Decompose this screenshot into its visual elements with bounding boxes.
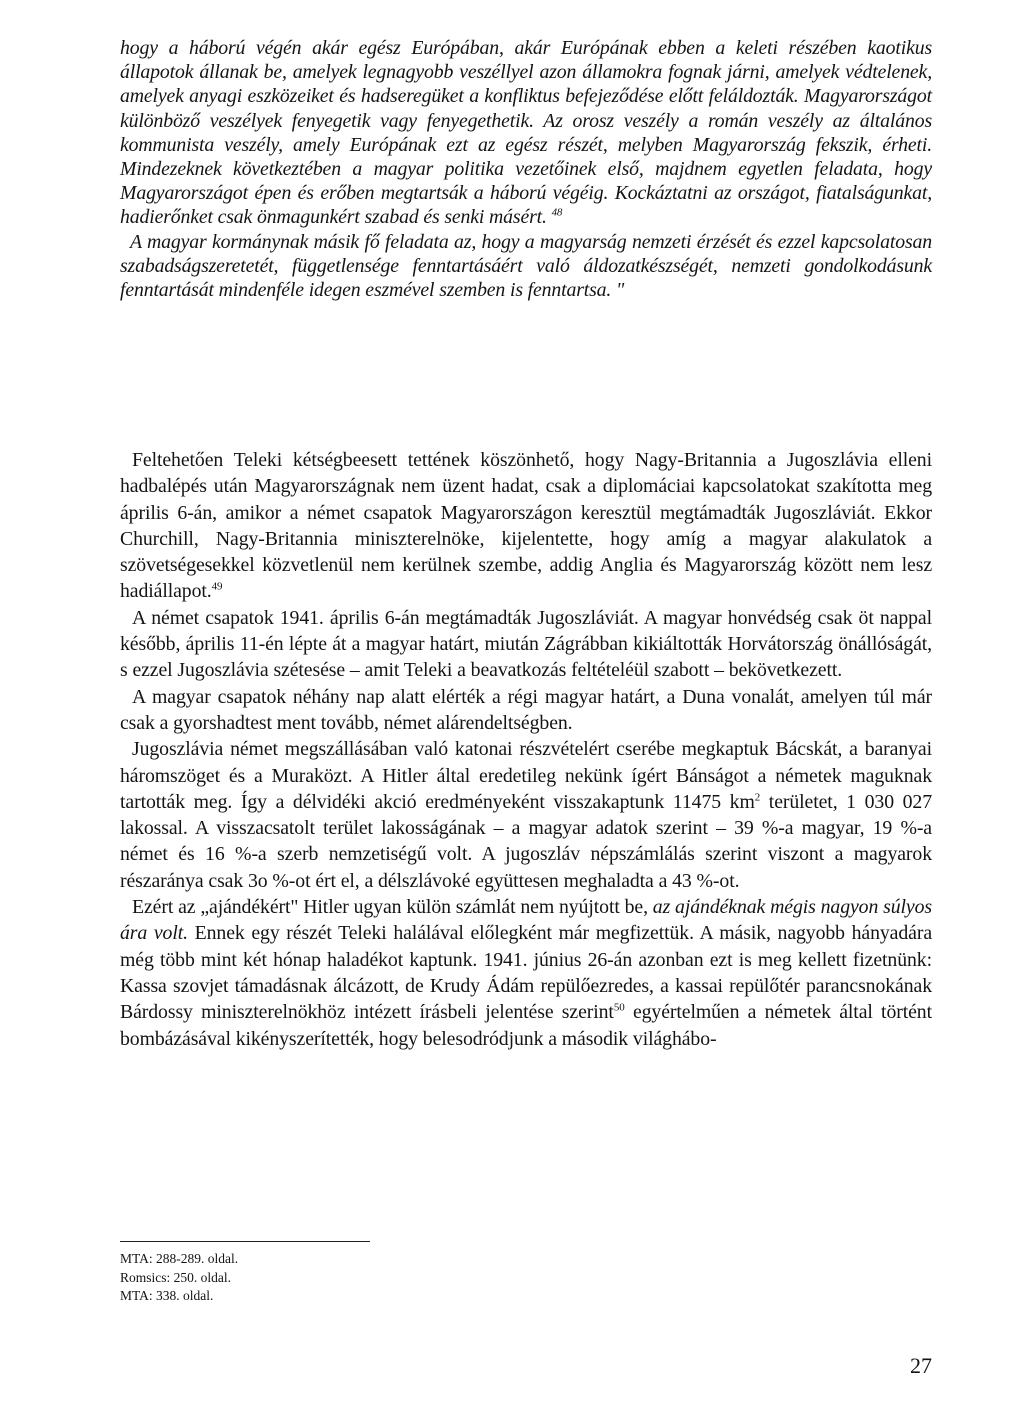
body-paragraph-1: Feltehetően Teleki kétségbeesett tettének köszönhető, hogy Nagy-Britannia a Jugoszlávia elleni hadbalépés után Magyarországnak nem üzent hadat, csak a diplomáciai kapcsolatokat szakította meg április 6-án, amikor a német csapatok Magyarországon keresztül megtámadták Jugoszláviát. Ekkor Churchill, Nagy-Britannia miniszterelnöke, kijelentette, hogy amíg a magyar alakulatok a szövetségesekkel közvetlenül nem kerülnek szembe, addig Anglia és Magyarország között nem lesz hadiállapot.$^{49}$ [120,449,932,603]
quoted-passage [120,36,932,302]
footnote: MTA: 288-289. oldal. [120,1251,239,1266]
emphasis-text: az ajándéknak mégis nagyon súlyos ára volt. [120,896,932,945]
body-paragraph-3: A magyar csapatok néhány nap alatt elérték a régi magyar határt, a Duna vonalát, amelyen túl már csak a gyorshadtest ment tovább, német alárendeltségben. [120,685,932,734]
footnote-divider [120,1241,370,1242]
quote-paragraph-2: A magyar kormánynak másik fő feladata az, hogy a magyarság nemzeti érzését és ezzel kapcsolatosan szabadságszeretetét, függetlensége fenntartásáért való áldozatkészségét, nemzeti gondolkodásunk fenntartását mindenféle idegen eszmével szemben is fenntartsa. " [120,230,932,302]
body-paragraph-2: A német csapatok 1941. április 6-án megtámadták Jugoszláviát. A magyar honvédség csak öt nappal később, április 11-én lépte át a magyar határt, miután Zágrábban kikiáltották Horvátország önállóságát, s ezzel Jugoszlávia szétesése – amit Teleki a beavatkozás feltételéül szabott – bekövetkezett. [120,606,932,682]
quote-footnote-mark: 48 [551,206,563,219]
superscript-2: 2 [754,791,761,804]
quote-paragraph-1: hogy a háború végén akár egész Európában, akár Európának ebben a keleti részében kaotikus állapotok állanak be, amelyek legnagyobb veszéllyel azon államokra fognak járni, amelyek védtelenek, amelyek anyagi eszközeiket és hadseregüket a konfliktus befejeződése előtt feláldozták. Magyarországot különböző veszélyek fenyegetik vagy fenyegethetik. Az orosz veszély a román veszély az általános kommunista veszély, amely Európának ezt az egész részét, melyben Magyarország fekszik, érheti. Mindezeknek következtében a magyar politika vezetőinek első, majdnem egyetlen feladata, hogy Magyarországot épen és erőben megtartsák a háború végéig. Kockáztatni az országot, fiatalságunkat, hadierőnket csak önmagunkért szabad és senki másért. $^{48}$ [120,37,932,229]
footnote: Romsics: 250. oldal. [120,1269,231,1285]
footnote-ref-50: 50 [613,1001,625,1014]
page-number: 27 [910,1353,932,1378]
body-paragraph-4: Jugoszlávia német megszállásában való katonai részvételért cserébe megkaptuk Bácskát, a baranyai háromszöget és a Muraközt. A Hitler által eredetileg nekünk ígért Bánságot a németek maguknak tartották meg. Így a délvidéki akció eredményeként visszakaptunk 11475 $km^2$ területet, 1 030 027 lakossal. A visszacsatolt terület lakosságának – a magyar adatok szerint – 39 %-a magyar, 19 %-a német és 16 %-a szerb nemzetiségű volt. A jugoszláv népszámlálás szerint viszont a magyarok részaránya csak 3o %-ot ért el, a délszlávoké együttesen meghaladta a 43 %-ot. [120,738,932,892]
footnote-ref-49: 49 [211,580,223,593]
footnote: MTA: 338. oldal. [120,1288,214,1303]
footnotes [120,1250,520,1306]
body-paragraph-5: Ezért az „ajándékért" Hitler ugyan külön számlát nem nyújtott be, az ajándéknak mégis nagyon súlyos ára volt. Ennek egy részét Teleki halálával előlegként már megfizettük. A másik, nagyobb hányadára még több mint két hónap haladékot kaptunk. 1941. június 26-án azonban ezt is meg kellett fizetnünk: Kassa szovjet támadásnak álcázott, de Krudy Ádám repülőezredes, a kassai repülőtér parancsnokának Bárdossy miniszterelnökhöz intézett írásbeli jelentése szerint$^{50}$ egyértelműen a németek által történt bombázásával kikényszerítették, hogy belesodródjunk a második világhábo- [120,896,932,1050]
body-text [120,447,932,1052]
